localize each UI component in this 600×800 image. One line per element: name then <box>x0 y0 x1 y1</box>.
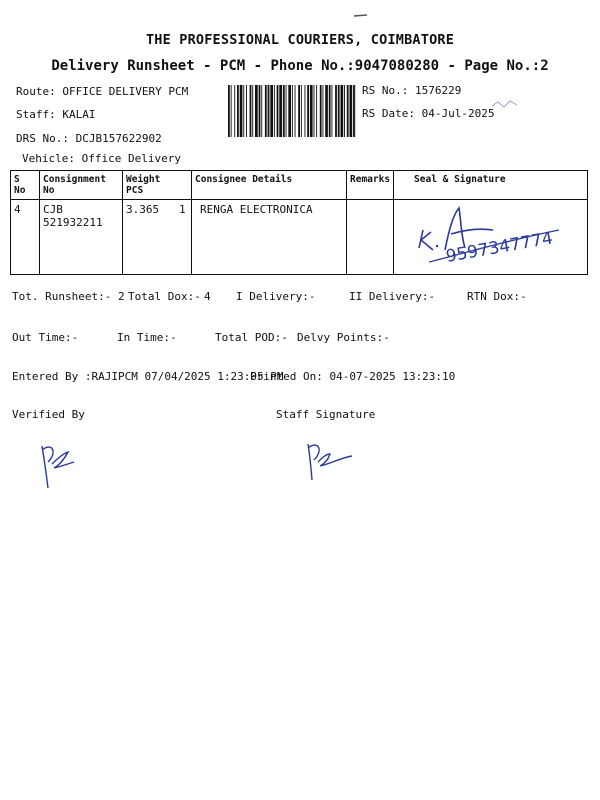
barcode-bar <box>323 85 324 137</box>
cell-weight-pcs <box>123 200 192 275</box>
runsheet-table <box>10 170 588 275</box>
barcode-bar <box>344 85 345 137</box>
barcode-bar <box>305 85 306 137</box>
barcode-bar <box>292 85 293 137</box>
barcode-bar <box>350 85 353 137</box>
verifier-signature-icon <box>34 438 80 494</box>
barcode-bar <box>347 85 349 137</box>
barcode-bar <box>270 85 273 137</box>
barcode-bar <box>316 85 317 137</box>
cell-seal-signature <box>394 200 588 275</box>
barcode-bar <box>234 85 235 137</box>
receiver-phone-note: 9597347774 <box>444 228 555 267</box>
barcode-bar <box>277 85 279 137</box>
out-time-label: Out Time:- <box>12 331 79 344</box>
rs-number: RS No.: 1576229 <box>362 84 462 97</box>
barcode-bar <box>240 85 243 137</box>
staff-signature-label: Staff Signature <box>276 408 376 421</box>
scan-mark-icon <box>490 96 520 114</box>
barcode-bar <box>341 85 344 137</box>
company-title: THE PROFESSIONAL COURIERS, COIMBATORE <box>145 32 455 48</box>
entered-by: Entered By :RAJIPCM 07/04/2025 1:23:05 PM <box>12 370 284 383</box>
verified-by-label: Verified By <box>12 408 85 421</box>
cell-pcs: 1 <box>179 203 186 216</box>
barcode-bar <box>228 85 230 137</box>
barcode-bar <box>288 85 291 137</box>
barcode-bar <box>283 85 285 137</box>
ii-delivery-label: II Delivery:- <box>349 290 436 303</box>
col-remarks: Remarks <box>347 171 394 200</box>
cell-consignee-text: RENGA ELECTRONICA <box>200 203 313 216</box>
col-sno: S No <box>11 171 40 200</box>
cell-remarks <box>347 200 394 275</box>
barcode-bar <box>338 85 340 137</box>
route-label: Route: OFFICE DELIVERY PCM <box>16 85 189 98</box>
col-pcs: PCS <box>126 185 144 196</box>
col-seal-signature-label: Seal & Signature <box>414 174 506 185</box>
barcode-bar <box>301 85 302 137</box>
rs-date: RS Date: 04-Jul-2025 <box>362 107 495 120</box>
total-dox-value: 4 <box>204 290 211 303</box>
table-header-row <box>11 171 588 200</box>
barcode-bar <box>353 85 355 137</box>
barcode-bar <box>252 85 253 137</box>
tot-runsheet: Tot. Runsheet:- 2 <box>12 290 125 303</box>
barcode-bar <box>268 85 270 137</box>
barcode-bar <box>314 85 315 137</box>
col-consignment: Consignment No <box>40 171 123 200</box>
in-time-label: In Time:- <box>117 331 177 344</box>
barcode-bar <box>279 85 282 137</box>
barcode-bar <box>286 85 287 137</box>
cell-consignment: CJB 521932211 <box>40 200 123 275</box>
delvy-points-label: Delvy Points:- <box>297 331 390 344</box>
barcode-bar <box>259 85 261 137</box>
col-consignee: Consignee Details <box>192 171 347 200</box>
scan-dash-icon <box>352 10 370 20</box>
barcode-bar <box>332 85 333 137</box>
i-delivery-label: I Delivery:- <box>236 290 316 303</box>
barcode-bar <box>243 85 244 137</box>
rtn-dox-label: RTN Dox:- <box>467 290 527 303</box>
barcode-bar <box>320 85 322 137</box>
barcode-graphic <box>228 85 356 137</box>
staff-signature-icon <box>302 438 362 484</box>
barcode-bar <box>325 85 328 137</box>
staff-label: Staff: KALAI <box>16 108 96 121</box>
printed-on: Printed On: 04-07-2025 13:23:10 <box>250 370 456 383</box>
barcode-bar <box>237 85 239 137</box>
barcode-bar <box>246 85 247 137</box>
cell-consignee <box>192 200 347 275</box>
receiver-signature-icon <box>409 200 569 270</box>
barcode-bar <box>265 85 267 137</box>
barcode-bar <box>274 85 275 137</box>
total-pod-label: Total POD:- <box>215 331 288 344</box>
barcode-bar <box>310 85 313 137</box>
barcode-bar <box>261 85 262 137</box>
cell-weight: 3.365 <box>126 203 160 216</box>
barcode-bar <box>250 85 252 137</box>
barcode-bar <box>295 85 296 137</box>
barcode-bar <box>329 85 331 137</box>
drs-number: DRS No.: DCJB157622902 <box>16 132 162 145</box>
barcode-bar <box>307 85 309 137</box>
barcode-bar <box>298 85 300 137</box>
runsheet-title: Delivery Runsheet - PCM - Phone No.:9047080280 - Page No.:2 <box>51 58 549 74</box>
total-dox-label: Total Dox:- <box>128 290 201 303</box>
vehicle-label: Vehicle: Office Delivery <box>22 152 181 165</box>
table-row <box>11 200 588 275</box>
col-seal-signature <box>394 171 588 200</box>
barcode-bar <box>255 85 258 137</box>
cell-sno: 4 <box>11 200 40 275</box>
barcode-bar <box>231 85 232 137</box>
col-weight-pcs <box>123 171 192 200</box>
barcode-bar <box>335 85 337 137</box>
col-weight: Weight <box>126 174 161 185</box>
